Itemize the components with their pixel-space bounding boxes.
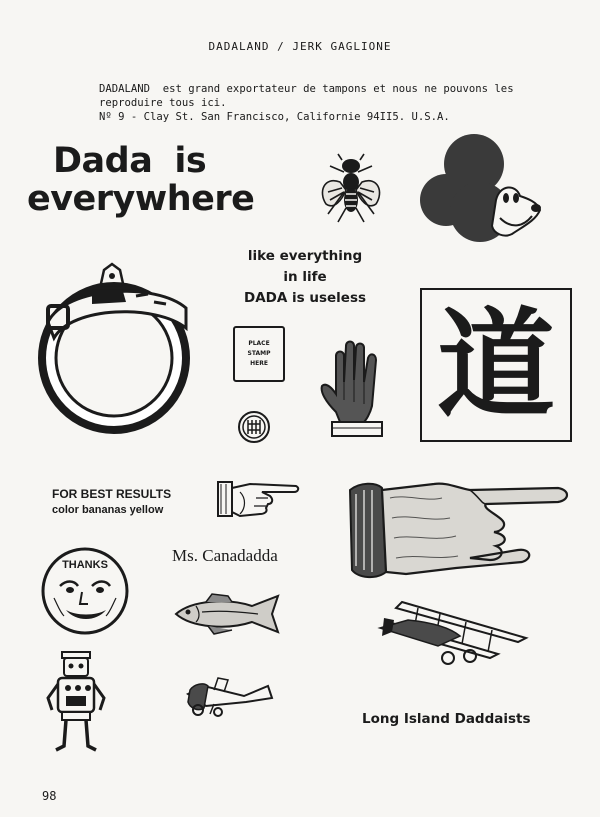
long-island-stamp: Long Island Daddaists — [362, 711, 531, 727]
belt-ring-icon — [36, 262, 194, 440]
hand-up-icon — [318, 336, 384, 442]
dada-everywhere-stamp — [27, 142, 254, 218]
intro-line-2: reproduire tous ici. — [99, 97, 227, 109]
header-right: JERK GAGLIONE — [292, 40, 392, 53]
thanks-text: THANKS — [62, 559, 108, 571]
useless-line-2: in life — [283, 269, 327, 285]
page-header — [0, 40, 600, 53]
useless-stamp — [200, 246, 410, 309]
place-stamp-line-3: HERE — [250, 360, 268, 367]
best-results-line-2: color bananas yellow — [52, 504, 164, 516]
place-stamp-line-1: PLACE — [248, 340, 270, 347]
pointing-hand-large-icon — [346, 478, 572, 582]
dada-word: Dada — [53, 141, 153, 181]
place-stamp-box — [233, 326, 285, 382]
everywhere-word: everywhere — [27, 179, 255, 219]
useless-line-3: DADA is useless — [243, 290, 367, 306]
thanks-moon-icon — [40, 546, 130, 636]
is-word: is — [174, 141, 207, 181]
kanji-stamp-icon — [420, 288, 572, 442]
header-left: DADALAND — [208, 40, 270, 53]
intro-line-1: DADALAND est grand exportateur de tampons et nous ne pouvons les — [99, 83, 514, 95]
useless-line-1: like everything — [247, 248, 363, 264]
best-results-stamp — [52, 486, 171, 518]
kanji-character: 道 — [436, 296, 555, 434]
best-results-line-1: FOR BEST RESULTS — [52, 487, 172, 501]
canadadda-stamp: Ms. Canadadda — [172, 546, 278, 565]
page-number: 98 — [42, 789, 57, 803]
pointing-hand-small-icon — [216, 478, 300, 520]
small-plane-icon — [184, 676, 276, 718]
header-separator: / — [277, 40, 285, 53]
intro-line-3: Nº 9 - Clay St. San Francisco, Californie 94II5. U.S.A. — [99, 111, 450, 123]
round-seal-icon — [237, 410, 271, 444]
fly-icon — [316, 152, 386, 224]
robot-icon — [44, 646, 110, 754]
place-stamp-line-2: STAMP — [247, 350, 271, 357]
fish-icon — [172, 592, 284, 636]
biplane-icon — [378, 596, 528, 666]
intro-paragraph — [99, 82, 514, 124]
mouse-head-icon — [420, 134, 542, 246]
